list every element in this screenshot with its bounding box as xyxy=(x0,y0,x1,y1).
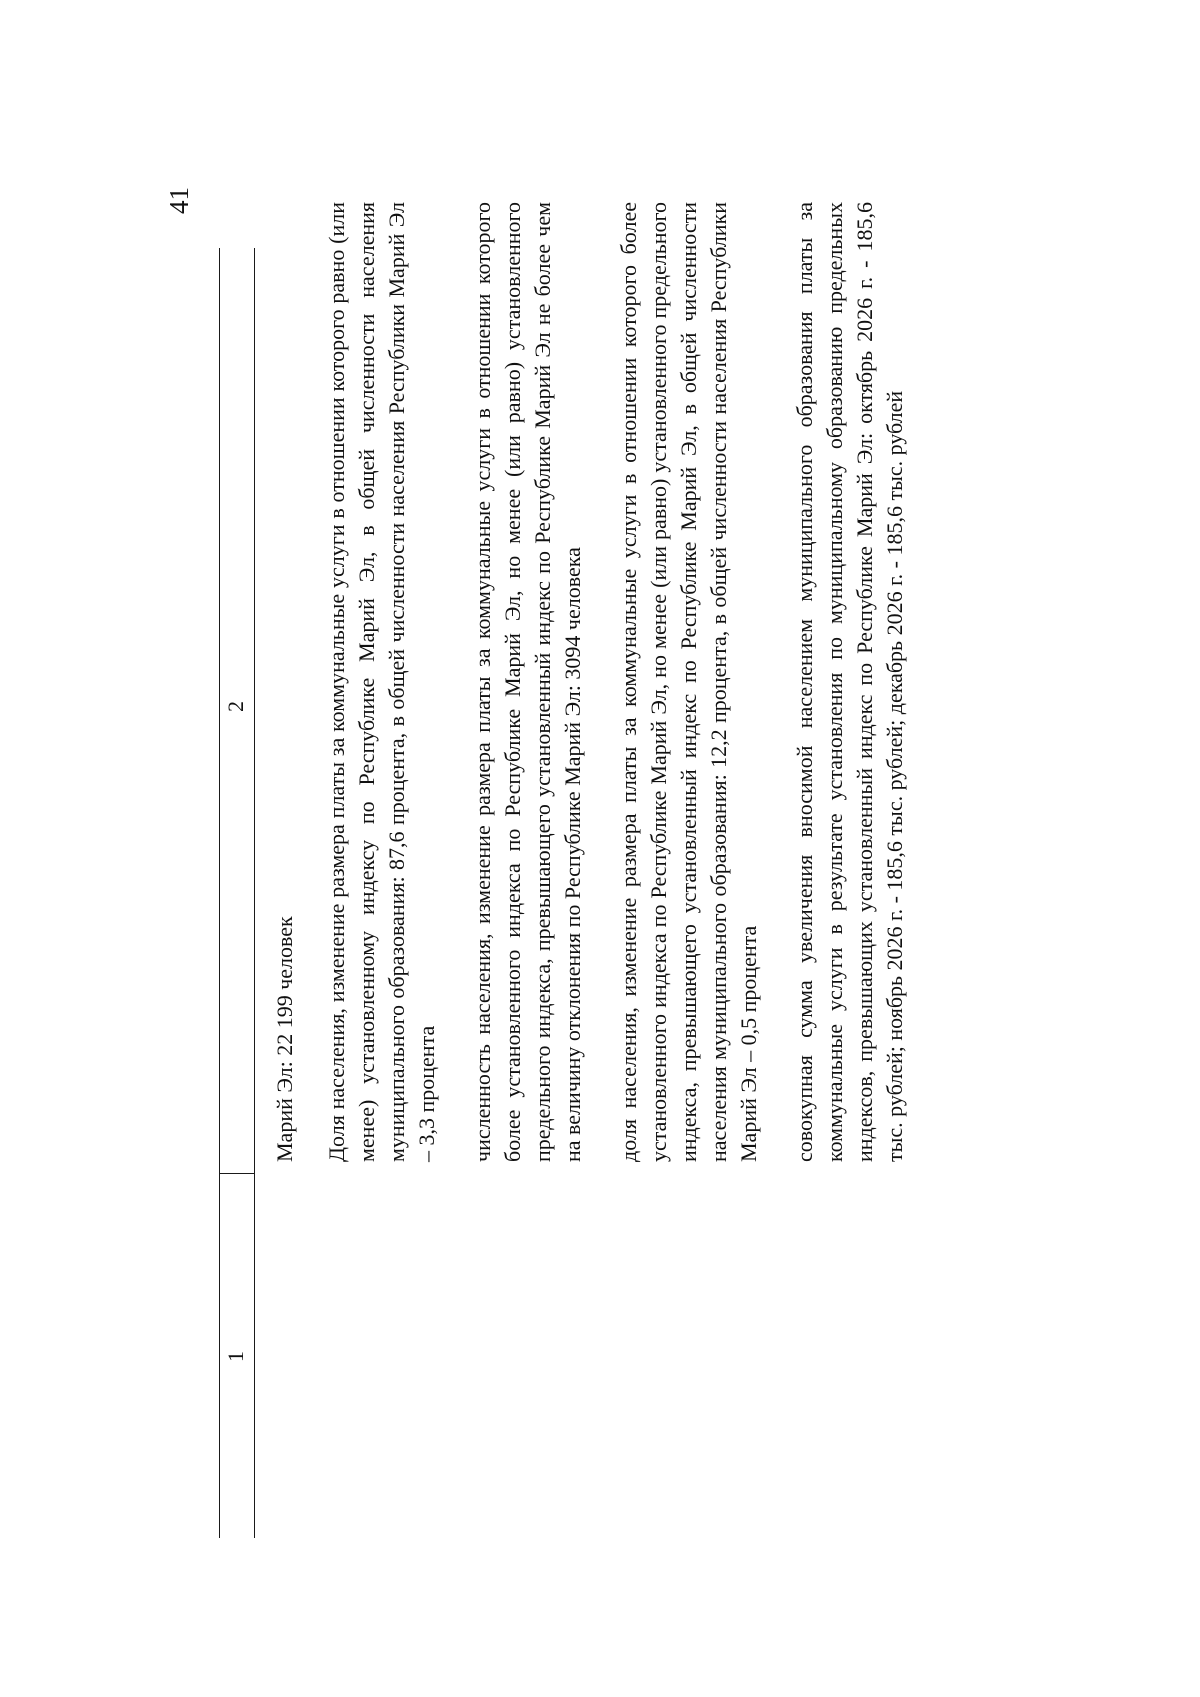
table-header-rule xyxy=(254,248,255,1538)
table-cell-column-2 xyxy=(270,202,936,1162)
paragraph-share-within-index: Доля населения, изменение размера платы за коммунальные услуги в отношении которого равно (или менее) установленному индексу по Республике Марий Эл, в общей численности населения муниципального образования: 87,6 процента, в общей численности населения Республики Марий Эл – 3,3 процента xyxy=(324,202,439,1162)
table-top-rule xyxy=(219,248,220,1538)
table-column-number-1: 1 xyxy=(223,1351,248,1362)
table-column-number-2: 2 xyxy=(223,701,248,712)
document-page xyxy=(0,188,1200,1608)
paragraph-total-increase-sum: совокупная сумма увеличения вносимой населением муниципального образования платы за коммунальные услуги в результате установления по муниципальному образованию предельных индексов, превышающих установленный индекс по Республике Марий Эл: октябрь 2026 г. - 185,6 тыс. рублей; ноябрь 2026 г. - 185,6 тыс. рублей; декабрь 2026 г. - 185,6 тыс. рублей xyxy=(792,202,907,1162)
paragraph-population-above-index: численность населения, изменение размера платы за коммунальные услуги в отношении которого более установленного индекса по Республике Марий Эл, но менее (или равно) установленного предельного индекса, превышающего установленный индекс по Республике Марий Эл не более чем на величину отклонения по Республике Марий Эл: 3094 человека xyxy=(470,202,585,1162)
paragraph-share-above-index: доля населения, изменение размера платы за коммунальные услуги в отношении которого более установленного индекса по Республике Марий Эл, но менее (или равно) установленного предельного индекса, превышающего установленный индекс по Республике Марий Эл, в общей численности населения муниципального образования: 12,2 процента, в общей численности населения Республики Марий Эл – 0,5 процента xyxy=(616,202,761,1162)
table-column-divider xyxy=(219,1173,254,1174)
page-number: 41 xyxy=(164,187,194,214)
paragraph-population-total: Марий Эл: 22 199 человек xyxy=(272,916,297,1162)
